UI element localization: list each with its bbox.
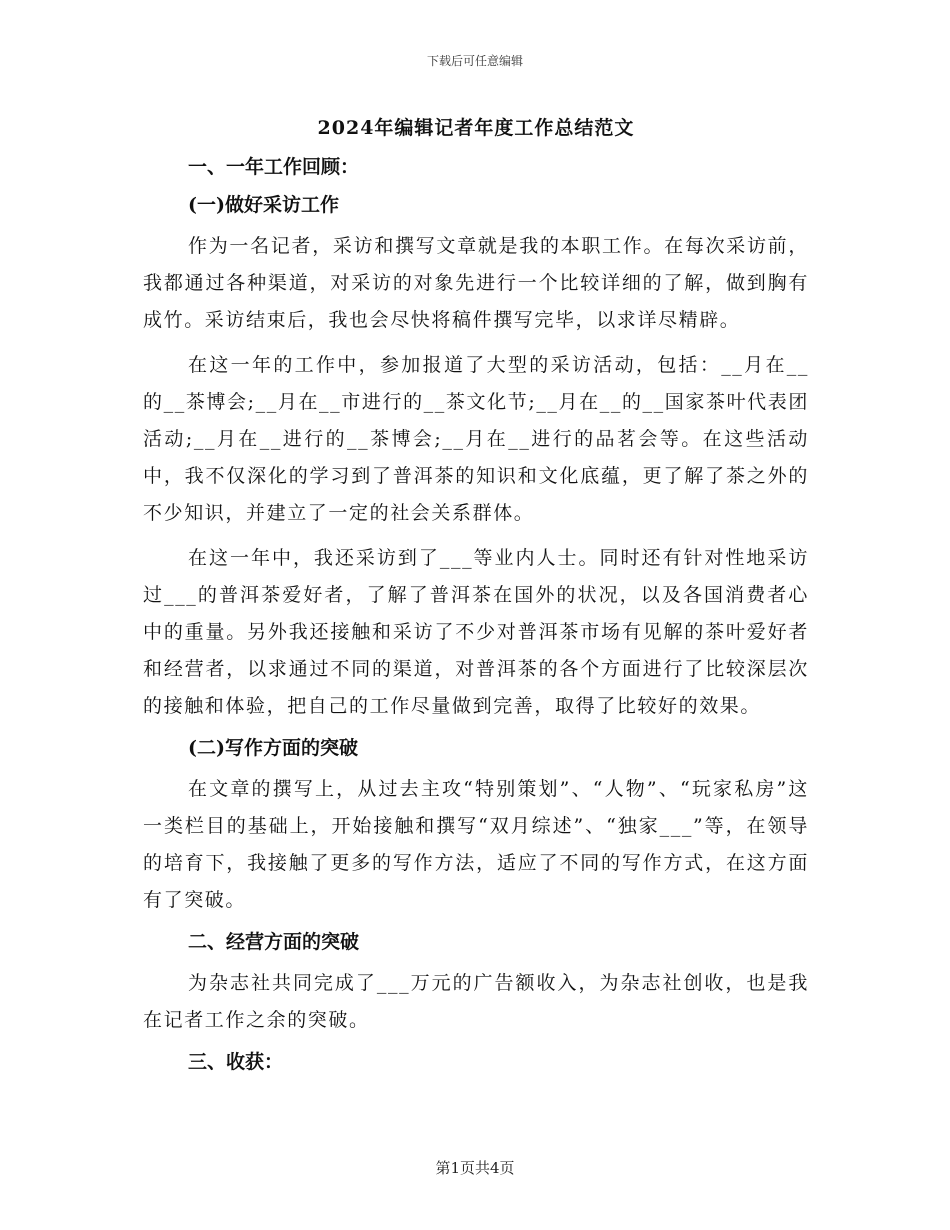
subsection-heading-writing: (二)写作方面的突破 — [188, 737, 358, 759]
paragraph: 为杂志社共同完成了___万元的广告额收入，为杂志社创收，也是我在记者工作之余的突破。 — [143, 972, 809, 1031]
document-body — [143, 113, 809, 1085]
section-heading-review: 一、一年工作回顾： — [188, 156, 360, 178]
section-heading-business: 二、经营方面的突破 — [188, 931, 360, 953]
subsection-heading-interview: (一)做好采访工作 — [188, 194, 339, 216]
paragraph: 在这一年中，我还采访到了___等业内人士。同时还有针对性地采访过___的普洱茶爱好者，了解了普洱茶在国外的状况，以及各国消费者心中的重量。另外我还接触和采访了不少对普洱茶市场有见解的茶叶爱好者和经营者，以求通过不同的渠道，对普洱茶的各个方面进行了比较深层次的接触和体验，把自己的工作尽量做到完善，取得了比较好的效果。 — [143, 547, 809, 717]
paragraph: 作为一名记者，采访和撰写文章就是我的本职工作。在每次采访前，我都通过各种渠道，对采访的对象先进行一个比较详细的了解，做到胸有成竹。采访结束后，我也会尽快将稿件撰写完毕，以求详尽精辟。 — [143, 235, 809, 331]
paragraph: 在这一年的工作中，参加报道了大型的采访活动，包括：__月在__的__茶博会;__月在__市进行的__茶文化节;__月在__的__国家茶叶代表团活动;__月在__进行的__茶博会;__月在__进行的品茗会等。在这些活动中，我不仅深化的学习到了普洱茶的知识和文化底蕴，更了解了茶之外的不少知识，并建立了一定的社会关系群体。 — [143, 354, 809, 524]
page-number: 第1页共4页 — [435, 1159, 515, 1177]
paragraph: 在文章的撰写上，从过去主攻“特别策划”、“人物”、“玩家私房”这一类栏目的基础上，开始接触和撰写“双月综述”、“独家___”等，在领导的培育下，我接触了更多的写作方法，适应了不同的写作方式，在这方面有了突破。 — [143, 778, 809, 911]
document-title: 2024年编辑记者年度工作总结范文 — [317, 117, 635, 139]
section-heading-gains: 三、收获： — [188, 1051, 284, 1073]
page-header-note: 下载后可任意编辑 — [426, 54, 523, 68]
